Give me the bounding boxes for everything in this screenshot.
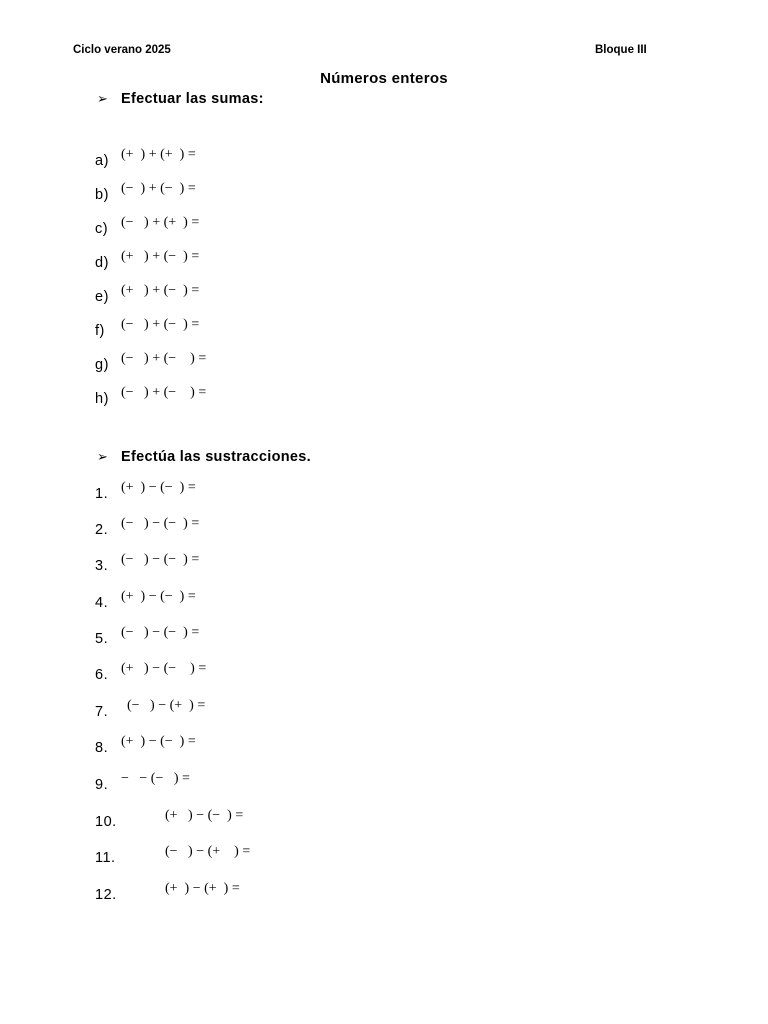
exercise-expression: (− ) + (+ ) = (121, 215, 200, 230)
exercise-expression: (− ) − (− ) = (121, 552, 200, 567)
header-right: Bloque III (595, 44, 647, 56)
section-heading (97, 449, 311, 465)
exercise-label: e) (95, 289, 109, 305)
exercise-expression: (+ ) + (− ) = (121, 283, 200, 298)
exercise-label: 10. (95, 814, 117, 830)
exercise-expression: (+ ) + (− ) = (121, 249, 200, 264)
exercise-expression: (− ) − (+ ) = (165, 844, 251, 859)
exercise-label: 12. (95, 887, 117, 903)
exercise-label: d) (95, 255, 109, 271)
exercise-expression: (+ ) − (− ) = (165, 808, 244, 823)
exercise-label: c) (95, 221, 109, 237)
exercise-label: g) (95, 357, 109, 373)
exercise-label: 6. (95, 667, 109, 683)
exercise-label: 3. (95, 558, 109, 574)
exercise-expression: (+ ) − (+ ) = (165, 881, 240, 896)
exercise-expression: (+ ) − (− ) = (121, 589, 196, 604)
exercise-expression: (− ) + (− ) = (121, 317, 200, 332)
arrow-bullet-icon: ➢ (97, 449, 109, 464)
exercise-expression: (− ) − (+ ) = (127, 698, 206, 713)
exercise-label: h) (95, 391, 109, 407)
exercise-expression: (− ) + (− ) = (121, 181, 196, 196)
exercise-expression: (+ ) − (− ) = (121, 734, 196, 749)
exercise-expression: (+ ) − (− ) = (121, 480, 196, 495)
exercise-label: 5. (95, 631, 109, 647)
exercise-expression: (− ) − (− ) = (121, 625, 200, 640)
section-heading-text: Efectúa las sustracciones. (121, 449, 311, 465)
exercise-label: 2. (95, 522, 109, 538)
exercise-label: 7. (95, 704, 109, 720)
page-title: Números enteros (320, 70, 448, 87)
exercise-expression: (− ) − (− ) = (121, 516, 200, 531)
arrow-bullet-icon: ➢ (97, 91, 109, 106)
exercise-label: f) (95, 323, 105, 339)
exercise-expression: − − (− ) = (121, 771, 190, 786)
exercise-expression: (− ) + (− ) = (121, 351, 207, 366)
exercise-label: 9. (95, 777, 109, 793)
exercise-label: 8. (95, 740, 109, 756)
exercise-expression: (+ ) − (− ) = (121, 661, 207, 676)
exercise-label: 1. (95, 486, 109, 502)
exercise-label: b) (95, 187, 109, 203)
section-heading-text: Efectuar las sumas: (121, 91, 264, 107)
section-heading (97, 91, 264, 107)
header-left: Ciclo verano 2025 (73, 44, 171, 56)
exercise-label: 11. (95, 850, 116, 866)
exercise-label: a) (95, 153, 109, 169)
exercise-label: 4. (95, 595, 109, 611)
exercise-expression: (+ ) + (+ ) = (121, 147, 196, 162)
exercise-expression: (− ) + (− ) = (121, 385, 207, 400)
